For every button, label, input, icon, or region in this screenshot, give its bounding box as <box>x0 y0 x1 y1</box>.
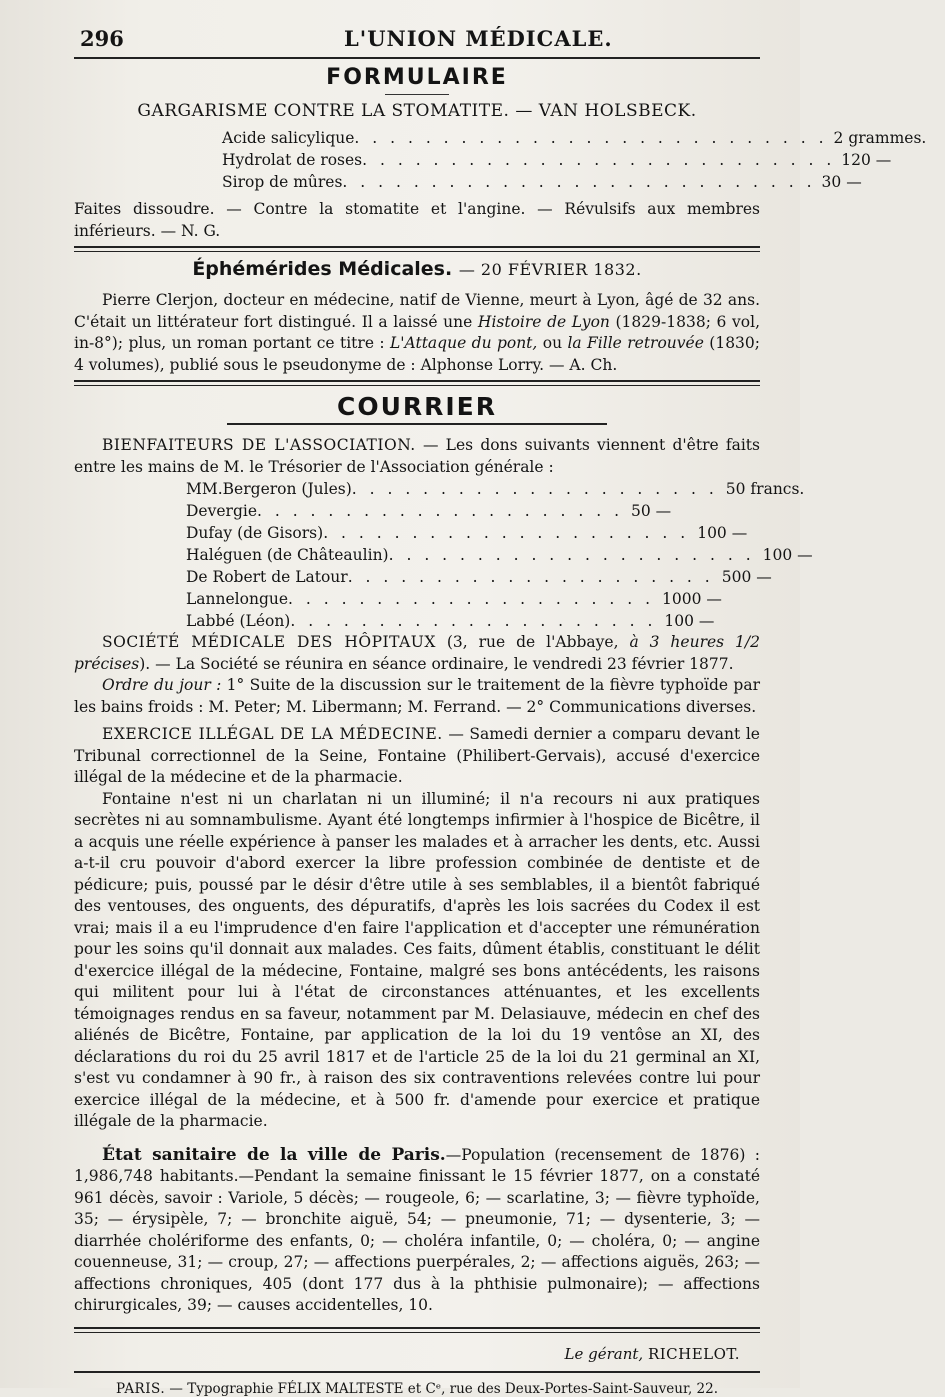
ingredient-name: Sirop de mûres <box>222 173 343 191</box>
ingredient-qty: 2 grammes. <box>833 129 927 147</box>
donor-amount: 100 — <box>697 524 748 542</box>
donor-row: Labbé (Léon) . . . . . . . . . . . . . . . . . . . . . 100 — <box>186 610 656 632</box>
title-underline <box>385 94 449 95</box>
formulaire-section <box>74 65 927 242</box>
ephemerides-date: — 20 FÉVRIER 1832. <box>458 260 642 279</box>
book-title: L'Attaque du pont, <box>390 334 538 352</box>
item-label: EXERCICE ILLÉGAL DE LA MÉDECINE. <box>102 725 443 743</box>
donor-row: Devergie . . . . . . . . . . . . . . . . . . . . . 50 — <box>186 500 656 522</box>
ephemerides-section <box>74 258 760 376</box>
courrier-section <box>74 392 813 1317</box>
book-title: la Fille retrouvée <box>567 334 704 352</box>
donor-amount: 50 francs. <box>725 480 805 498</box>
ingredient-row: Hydrolat de roses . . . . . . . . . . . . . . . . . . . . . . . . . . . 120 — <box>222 149 662 171</box>
donor-name: Labbé (Léon) <box>186 612 291 630</box>
header-rule <box>74 57 760 59</box>
donor-name: Lannelongue <box>186 590 289 608</box>
donor-row: De Robert de Latour . . . . . . . . . . . . . . . . . . . . . 500 — <box>186 566 656 588</box>
donor-prefix: MM. <box>186 480 223 498</box>
section-rule <box>74 246 760 252</box>
donor-name: De Robert de Latour <box>186 568 348 586</box>
donor-amount: 50 — <box>631 502 672 520</box>
ordre-du-jour: Ordre du jour : 1° Suite de la discussion sur le traitement de la fièvre typhoïde par les bains froids : M. Peter; M. Libermann; M. Ferrand. — 2° Communications diverses. <box>74 676 760 716</box>
fontaine-paragraph: Fontaine n'est ni un charlatan ni un illuminé; il n'a recours ni aux pratiques secrètes ni au somnambulisme. Ayant été longtemps infirmier à l'hospice de Bicêtre, il a acquis une réelle expérience à panser les malades et à arracher les dents, etc. Aussi a-t-il cru pouvoir d'abord exercer la libre profession combinée de dentiste et de pédicure; puis, poussé par le désir d'être utile à ses semblables, il a bientôt fabriqué des ventouses, des onguents, des dépuratifs, d'après les lois sacrées du Codex il est vrai; mais il a eu l'imprudence d'en faire l'application et d'accepter une rémunération pour les soins qu'il donnait aux malades. Ces faits, dûment établis, constituant le délit d'exercice illégal de la médecine, Fontaine, malgré ses bons antécédents, les raisons qui militent pour lui à l'état de circonstances atténuantes, et les excellents témoignages rendus en sa faveur, notamment par M. Delasiauve, médecin en chef des aliénés de Bicêtre, Fontaine, par application de la loi du 19 ventôse an XI, des déclarations du roi du 25 avril 1817 et de l'article 25 de la loi du 21 germinal an XI, s'est vu condamner à 90 fr., à raison des six contraventions relevées contre lui pour exercice illégal de la médecine, et à 500 fr. d'amende pour exercice et pratique illégale de la pharmacie. <box>74 789 760 1130</box>
ephemerides-heading <box>74 258 760 280</box>
item-label: BIENFAITEURS DE L'ASSOCIATION. <box>102 436 416 454</box>
ingredient-qty: 120 — <box>841 151 892 169</box>
item-label: État sanitaire de la ville de Paris. <box>102 1144 446 1165</box>
item-label: SOCIÉTÉ MÉDICALE DES HÔPITAUX <box>102 633 436 651</box>
donor-amount: 100 — <box>762 546 813 564</box>
donor-row: Haléguen (de Châteaulin) . . . . . . . . . . . . . . . . . . . . . 100 — <box>186 544 656 566</box>
gerant-signature: Le gérant, RICHELOT. <box>564 1344 740 1363</box>
ingredient-name: Acide salicylique <box>222 129 355 147</box>
ingredient-name: Hydrolat de roses <box>222 151 363 169</box>
courrier-title: COURRIER <box>336 392 498 421</box>
ingredient-row: Acide salicylique . . . . . . . . . . . . . . . . . . . . . . . . . . . 2 grammes. <box>222 127 662 149</box>
societe-paragraph: SOCIÉTÉ MÉDICALE DES HÔPITAUX (3, rue de l'Abbaye, à 3 heures 1/2 précises). — La Société se réunira en séance ordinaire, le vendredi 23 février 1877. <box>74 633 760 673</box>
journal-title: L'UNION MÉDICALE. <box>344 26 613 51</box>
title-underline <box>227 423 607 425</box>
donor-name: Devergie <box>186 502 257 520</box>
page-header <box>74 24 760 54</box>
formulaire-title: FORMULAIRE <box>326 65 508 90</box>
donor-amount: 100 — <box>664 612 715 630</box>
ingredient-qty: 30 — <box>821 173 862 191</box>
donor-amount: 1000 — <box>662 590 722 608</box>
donor-row: Dufay (de Gisors) . . . . . . . . . . . . . . . . . . . . . 100 — <box>186 522 656 544</box>
imprint: PARIS. — Typographie FÉLIX MALTESTE et Cᵉ, rue des Deux-Portes-Saint-Sauveur, 22. <box>115 1380 719 1397</box>
recipe-title: GARGARISME CONTRE LA STOMATITE. — VAN HOLSBECK. <box>137 101 697 121</box>
donor-row: Lannelongue . . . . . . . . . . . . . . . . . . . . . 1000 — <box>186 588 656 610</box>
donor-amount: 500 — <box>721 568 772 586</box>
page-number: 296 <box>80 26 124 51</box>
footer-rule <box>74 1327 760 1333</box>
ingredient-row: Sirop de mûres . . . . . . . . . . . . . . . . . . . . . . . . . . . 30 — <box>222 171 662 193</box>
donor-name: Dufay (de Gisors) <box>186 524 324 542</box>
imprint-rule <box>74 1371 760 1373</box>
donor-name: Haléguen (de Châteaulin) <box>186 546 389 564</box>
book-title: Histoire de Lyon <box>477 312 610 331</box>
exercice-paragraph: EXERCICE ILLÉGAL DE LA MÉDECINE. — Samedi dernier a comparu devant le Tribunal correctionnel de la Seine, Fontaine (Philibert-Gervais), accusé d'exercice illégal de la médecine et de la pharmacie. <box>74 725 760 786</box>
donor-name: Bergeron (Jules) <box>222 480 352 498</box>
donor-row: MM. Bergeron (Jules) . . . . . . . . . . . . . . . . . . . . . 50 francs. <box>186 478 656 500</box>
bienfaiteurs-paragraph: BIENFAITEURS DE L'ASSOCIATION. — Les dons suivants viennent d'être faits entre les mains de M. le Trésorier de l'Association générale : <box>74 436 760 476</box>
ephemerides-title: Éphémérides Médicales. <box>192 258 453 280</box>
ephemerides-text: Pierre Clerjon, docteur en médecine, natif de Vienne, meurt à Lyon, âgé de 32 ans. C'était un littérateur fort distingué. Il a laissé une Histoire de Lyon (1829-1838; 6 vol, in-8°); plus, un roman portant ce titre : L'Attaque du pont, ou la Fille retrouvée (1830; 4 volumes), publié sous le pseudonyme de : Alphonse Lorry. — A. Ch. <box>74 291 760 374</box>
etat-sanitaire-paragraph: État sanitaire de la ville de Paris.—Population (recensement de 1876) : 1,986,748 habitants.—Pendant la semaine finissant le 15 février 1877, on a constaté 961 décès, savoir : Variole, 5 décès; — rougeole, 6; — scarlatine, 3; — fièvre typhoïde, 35; — érysipèle, 7; — bronchite aiguë, 54; — pneumonie, 71; — dysenterie, 3; — diarrhée cholériforme des enfants, 0; — choléra infantile, 0; — choléra, 0; — angine couenneuse, 31; — croup, 27; — affections puerpérales, 2; — affections aiguës, 263; — affections chroniques, 405 (dont 177 dus à la phthisie pulmonaire); — affections chirurgicales, 39; — causes accidentelles, 10. <box>74 1144 760 1314</box>
ordre-label: Ordre du jour : <box>102 676 222 694</box>
section-rule <box>74 380 760 386</box>
recipe-instructions: Faites dissoudre. — Contre la stomatite et l'angine. — Révulsifs aux membres inférieurs. — N. G. <box>74 200 760 240</box>
